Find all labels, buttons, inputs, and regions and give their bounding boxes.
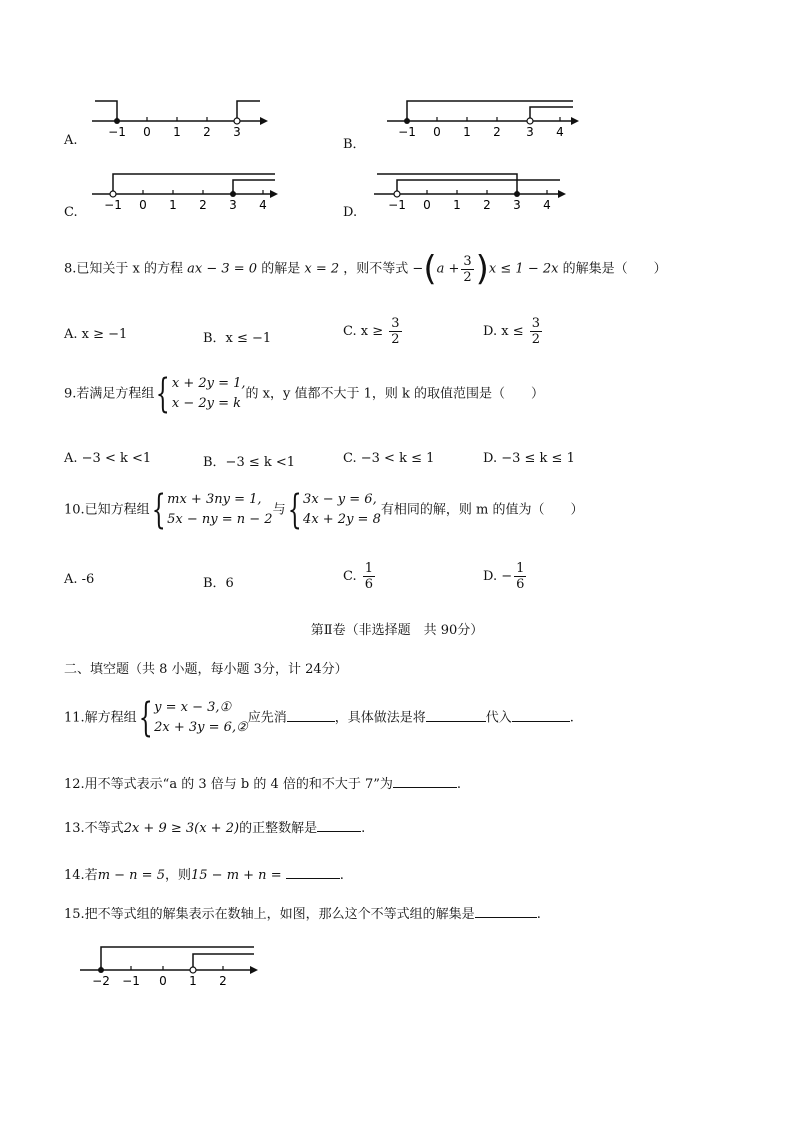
answer-blank[interactable]	[286, 866, 340, 879]
tick-label: 1	[453, 198, 461, 212]
tick-label: 0	[433, 125, 441, 139]
tick-label: −2	[92, 974, 110, 988]
tick-label: 0	[159, 974, 167, 988]
answer-blank[interactable]	[317, 819, 361, 832]
tick-label: 1	[189, 974, 197, 988]
answer-blank[interactable]	[475, 905, 537, 918]
tick-label: −1	[398, 125, 416, 139]
section-title: 第Ⅱ卷（非选择题 共 90分）	[310, 623, 484, 638]
equation-system: { y = x − 3,① 2x + 3y = 6,②	[138, 695, 248, 741]
q7-option-c-label: C.	[64, 205, 78, 220]
tick-label: −1	[108, 125, 126, 139]
question-15: 15.把不等式组的解集表示在数轴上，如图，那么这个不等式组的解集是 .	[64, 907, 541, 922]
question-14: 14.若m − n = 5，则15 − m + n = .	[64, 868, 344, 883]
question-9: 9.若满足方程组 { x + 2y = 1, x − 2y = k 的 x，y 值都不大于 1，则 k 的取值范围是（ ）	[64, 371, 545, 417]
q10-option-c: C. $\frac{1}{6}$	[343, 561, 374, 592]
tick-label: 3	[233, 125, 241, 139]
q7-number-line-b	[385, 95, 580, 140]
question-10: 10.已知方程组 { mx + 3ny = 1, 5x − ny = n − 2 与 { 3x − y = 6, 4x + 2y = 8 有相同的解，则 m 的值为（ ）	[64, 487, 584, 533]
tick-label: 0	[143, 125, 151, 139]
question-11: 11.解方程组 { y = x − 3,① 2x + 3y = 6,② 应先消 ，具体做法是将 代入 .	[64, 695, 574, 741]
answer-blank[interactable]	[393, 775, 457, 788]
equation-system: { x + 2y = 1, x − 2y = k	[156, 371, 246, 417]
q10-option-b: B．6	[203, 576, 234, 591]
tick-label: 2	[219, 974, 227, 988]
tick-label: 4	[259, 198, 267, 212]
q9-option-d: D. −3 ≤ k ≤ 1	[483, 451, 575, 466]
q8-option-a: A. x ≥ −1	[64, 327, 128, 342]
tick-label: 3	[526, 125, 534, 139]
tick-label: 1	[169, 198, 177, 212]
q9-option-b: B．−3 ≤ k <1	[203, 455, 296, 470]
q7-option-d-label: D.	[343, 205, 358, 220]
q8-option-d: D. x ≤ $\frac{3}{2}$	[483, 316, 541, 347]
tick-label: 3	[513, 198, 521, 212]
q7-number-line-a	[90, 95, 270, 140]
q7-number-line-d	[372, 168, 572, 213]
tick-label: 2	[203, 125, 211, 139]
fraction: $\frac{3}{2}$	[463, 253, 472, 285]
tick-label: 4	[543, 198, 551, 212]
answer-blank[interactable]	[512, 709, 570, 722]
q10-option-d: D. − $\frac{1}{6}$	[483, 561, 525, 592]
question-13: 13.不等式2x + 9 ≥ 3(x + 2)的正整数解是 .	[64, 821, 366, 836]
q7-option-b-label: B．	[343, 137, 366, 152]
tick-label: 2	[199, 198, 207, 212]
question-8: 8.已知关于 x 的方程 ax − 3 = 0 的解是 x = 2 ，则不等式 −(a + $\frac{3}{2}$ )x ≤ 1 − 2x 的解集是（ ）	[64, 249, 667, 289]
q8-option-c: C. x ≥ $\frac{3}{2}$	[343, 316, 400, 347]
tick-label: 0	[139, 198, 147, 212]
tick-label: 3	[229, 198, 237, 212]
tick-label: 2	[493, 125, 501, 139]
equation-system: { mx + 3ny = 1, 5x − ny = n − 2	[151, 487, 273, 533]
tick-label: −1	[104, 198, 122, 212]
q8-option-b: B．x ≤ −1	[203, 331, 272, 346]
part-heading: 二、填空题（共 8 小题，每小题 3分，计 24分）	[64, 662, 348, 677]
q15-number-line	[78, 943, 263, 988]
q9-option-a: A. −3 < k <1	[64, 451, 152, 466]
q10-option-a: A. -6	[64, 572, 95, 587]
q9-option-c: C. −3 < k ≤ 1	[343, 451, 435, 466]
tick-label: −1	[388, 198, 406, 212]
equation-system: { 3x − y = 6, 4x + 2y = 8	[287, 487, 381, 533]
tick-label: −1	[122, 974, 140, 988]
question-12: 12.用不等式表示“a 的 3 倍与 b 的 4 倍的和不大于 7”为 .	[64, 777, 462, 792]
answer-blank[interactable]	[287, 709, 335, 722]
q7-option-a-label: A.	[64, 133, 78, 148]
tick-label: 0	[423, 198, 431, 212]
q7-number-line-c	[90, 168, 285, 213]
tick-label: 4	[556, 125, 564, 139]
tick-label: 1	[463, 125, 471, 139]
tick-label: 1	[173, 125, 181, 139]
tick-label: 2	[483, 198, 491, 212]
answer-blank[interactable]	[426, 709, 486, 722]
